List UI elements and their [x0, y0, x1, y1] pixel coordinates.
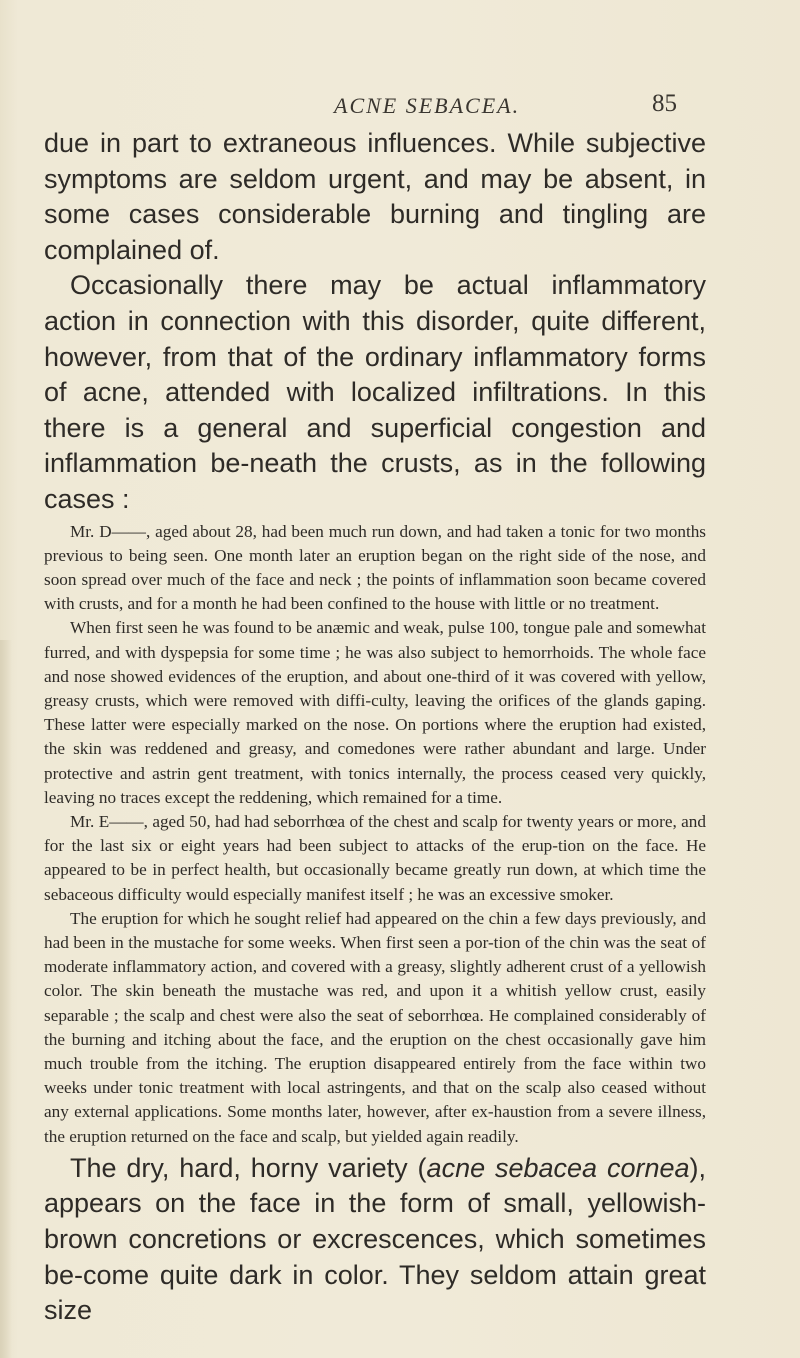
acne-sebacea-cornea-term: acne sebacea cornea [426, 1152, 690, 1183]
body-text [44, 126, 706, 1329]
case-e-eruption: The eruption for which he sought relief had appeared on the chin a few days previously, and had been in the mustache for some weeks. When first seen a por-tion of the chin was the seat of moderate inflammatory action, and covered with a greasy, slightly adherent crust of a yellowish color. The skin beneath the mustache was red, and upon it a whitish yellow crust, easily separable ; the scalp and chest were also the seat of seborrhœa. He complained considerably of the burning and itching about the face, and the eruption on the chest occasionally gave him much trouble from the itching. The eruption disappeared entirely from the face within two weeks under tonic treatment with local astringents, and that on the scalp also ceased without any external applications. Some months later, however, after ex-haustion from a severe illness, the eruption returned on the face and scalp, but yielded again readily. [44, 908, 706, 1146]
page-gutter-shadow [0, 640, 12, 1358]
running-head [0, 90, 800, 123]
paragraph-horny-variety [44, 1151, 706, 1329]
horny-variety-rest: ), appears on the face in the form of small, yellowish-brown concretions or excrescences, which sometimes be-come quite dark in color. They seldom attain great size [44, 1152, 706, 1326]
page-number: 85 [652, 90, 677, 117]
case-d-examination: When first seen he was found to be anæmic and weak, pulse 100, tongue pale and somewhat furred, and with dyspepsia for some time ; he was also subject to hemorrhoids. The whole face and nose showed evidences of the eruption, and about one-third of it was covered with yellow, greasy crusts, which were removed with diffi-culty, leaving the orifices of the glands gaping. These latter were especially marked on the nose. On portions where the eruption had existed, the skin was reddened and greasy, and comedones were rather abundant and large. Under protective and astrin gent treatment, with tonics internally, the process ceased very quickly, leaving no traces except the reddening, which remained for a time. [44, 618, 706, 807]
case-d-history: Mr. D——, aged about 28, had been much run down, and had taken a tonic for two months previous to being seen. One month later an eruption began on the right side of the nose, and soon spread over much of the face and neck ; the points of inflammation soon became covered with crusts, and for a month he had been confined to the house with little or no treatment. [44, 521, 706, 614]
paragraph-intro: due in part to extraneous influences. While subjective symptoms are seldom urgent, and may be absent, in some cases considerable burning and tingling are complained of. [44, 128, 706, 265]
case-e-history: Mr. E——, aged 50, had had seborrhœa of the chest and scalp for twenty years or more, and for the last six or eight years had been subject to attacks of the erup-tion on the face. He appeared to be in perfect health, but occasionally became greatly run down, at which time the sebaceous difficulty would especially manifest itself ; he was an excessive smoker. [44, 811, 706, 904]
horny-variety-lead: The dry, hard, horny variety ( [70, 1152, 427, 1183]
paragraph-inflammatory: Occasionally there may be actual inflammatory action in connection with this disorder, quite different, however, from that of the ordinary inflammatory forms of acne, attended with localized infiltrations. In this there is a general and superficial congestion and inflammation be-neath the crusts, as in the following cases : [44, 270, 706, 514]
running-title: ACNE SEBACEA. [334, 93, 521, 118]
